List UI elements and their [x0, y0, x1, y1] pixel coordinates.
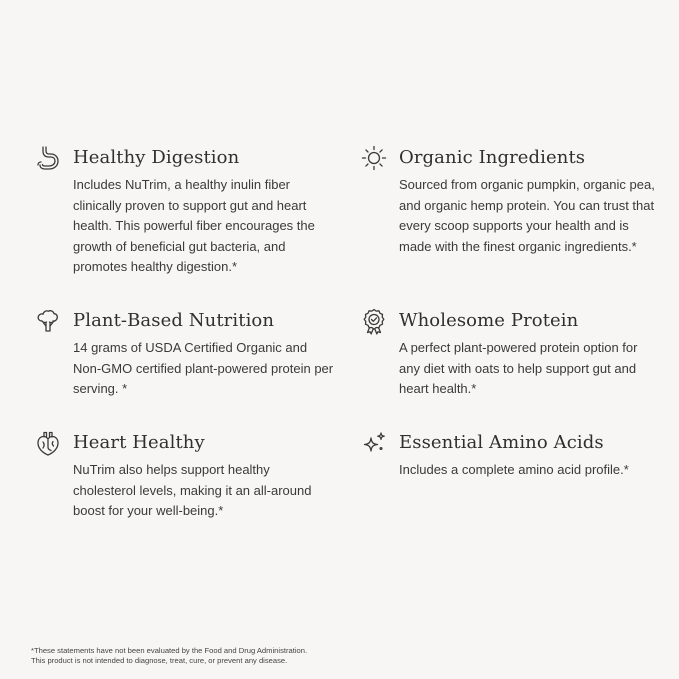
disclaimer-line: *These statements have not been evaluated by the Food and Drug Administration.	[31, 646, 308, 655]
feature-plant-based-nutrition	[73, 310, 335, 400]
feature-title: Wholesome Protein	[399, 310, 579, 331]
feature-description: Includes a complete amino acid profile.*	[399, 462, 629, 477]
feature-title: Healthy Digestion	[73, 147, 240, 168]
feature-title: Organic Ingredients	[399, 147, 586, 168]
feature-organic-ingredients	[399, 147, 661, 257]
feature-healthy-digestion	[73, 147, 335, 278]
broccoli-icon	[34, 307, 62, 335]
heart-organ-icon	[34, 429, 62, 457]
fda-disclaimer	[31, 646, 451, 666]
feature-description: Sourced from organic pumpkin, organic pea, and organic hemp protein. You can trust that every scoop supports your health and is made with the finest organic ingredients.*	[399, 177, 655, 254]
badge-check-icon	[360, 307, 388, 335]
feature-description: Includes NuTrim, a healthy inulin fiber clinically proven to support gut and heart health. This powerful fiber encourages the growth of beneficial gut bacteria, and promotes healthy digestion.*	[73, 177, 315, 274]
disclaimer-line: This product is not intended to diagnose, treat, cure, or prevent any disease.	[31, 656, 288, 665]
feature-description: 14 grams of USDA Certified Organic and Non-GMO certified plant-powered protein per serving. *	[73, 340, 334, 396]
feature-wholesome-protein	[399, 310, 661, 400]
feature-heart-healthy	[73, 432, 335, 522]
feature-title: Heart Healthy	[73, 432, 205, 453]
feature-essential-amino-acids	[399, 432, 661, 481]
feature-description: NuTrim also helps support healthy cholesterol levels, making it an all-around boost for your well-being.*	[73, 462, 312, 518]
feature-title: Essential Amino Acids	[399, 432, 604, 453]
feature-description: A perfect plant-powered protein option for any diet with oats to help support gut and heart health.*	[399, 340, 638, 396]
sun-icon	[360, 144, 388, 172]
stomach-icon	[34, 144, 62, 172]
feature-title: Plant-Based Nutrition	[73, 310, 275, 331]
sparkles-icon	[360, 429, 388, 457]
